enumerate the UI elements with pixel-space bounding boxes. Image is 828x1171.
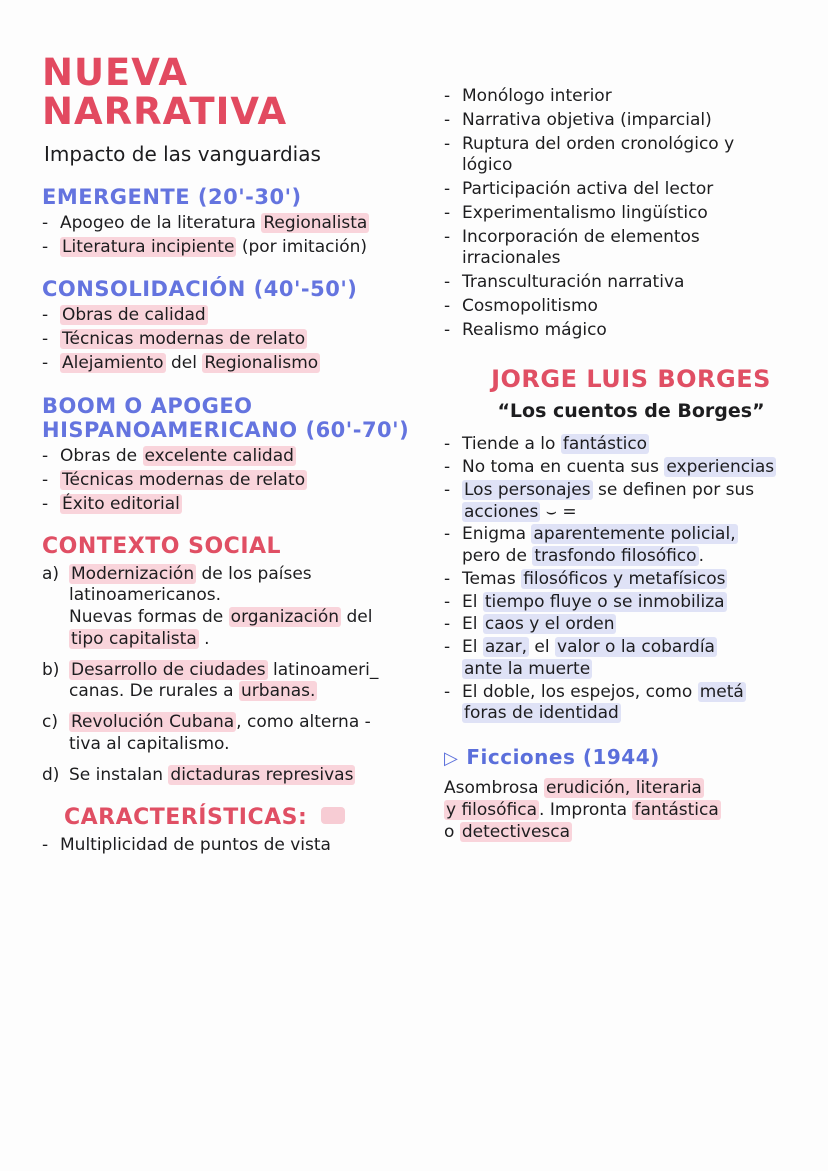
bullet-mark: - — [444, 524, 451, 545]
text-run: pero de — [462, 546, 533, 566]
highlight-pink: organización — [230, 607, 340, 628]
note-line — [42, 353, 440, 375]
text-run: o — [444, 822, 460, 843]
triangle-right-icon: ▷ — [444, 748, 459, 769]
bullet-mark: b) — [42, 659, 60, 680]
text-run: de los países — [196, 563, 312, 584]
highlight-blue: ante la muerte — [464, 658, 591, 679]
note-line — [444, 614, 818, 636]
bullet-mark: - — [444, 109, 451, 130]
line-text — [462, 457, 818, 479]
text-run: Multiplicidad de puntos de vista — [60, 834, 331, 855]
note-line — [444, 434, 818, 456]
highlight-pink: Obras de calidad — [62, 305, 206, 326]
line-text — [69, 765, 440, 787]
line-text — [462, 203, 818, 225]
note-line — [42, 213, 440, 235]
note-line — [444, 86, 818, 108]
highlight-pink: Éxito editorial — [62, 493, 180, 514]
section-heading: EMERGENTE (20'-30') — [42, 184, 302, 209]
line-text — [462, 614, 818, 636]
bullet-mark: - — [444, 591, 451, 612]
highlight-pink: y filosófica — [446, 800, 538, 821]
bullet-mark: c) — [42, 712, 58, 733]
note-line — [444, 227, 818, 271]
note-line — [444, 272, 818, 294]
line-text — [60, 305, 440, 327]
bullet-mark: - — [42, 212, 49, 233]
highlight-pink: Técnicas modernas de relato — [62, 329, 306, 350]
text-run: canas. De rurales a — [69, 681, 240, 702]
section — [42, 394, 440, 516]
text-run: tiva al capitalismo. — [69, 733, 230, 754]
line-text — [60, 470, 440, 492]
note-line — [444, 203, 818, 225]
ficciones-title: Ficciones (1944) — [466, 745, 660, 769]
text-run: Asombrosa — [444, 778, 544, 798]
text-run: Narrativa objetiva (imparcial) — [462, 109, 712, 130]
highlight-blue: fantástico — [562, 434, 648, 455]
section-heading: CARACTERÍSTICAS: — [64, 805, 440, 830]
note-line — [42, 470, 440, 492]
text-run: Nuevas formas de — [69, 607, 229, 628]
text-run: Enigma — [462, 524, 532, 545]
traits-list — [444, 86, 818, 341]
text-run: Obras de — [60, 446, 143, 466]
highlight-blue: foras de identidad — [464, 703, 619, 724]
section — [42, 805, 440, 856]
borges-subtitle: “Los cuentos de Borges” — [497, 400, 765, 423]
section-list — [42, 564, 440, 787]
line-text — [60, 353, 440, 375]
bullet-mark: - — [444, 226, 451, 247]
line-text — [60, 329, 440, 351]
text-run: latinoameri_ — [267, 659, 379, 680]
highlight-pink: Alejamiento — [62, 352, 164, 373]
highlight-blue: azar, — [484, 637, 528, 657]
highlight-pink: Técnicas modernas de relato — [62, 469, 306, 490]
page-subtitle: Impacto de las vanguardias — [44, 141, 321, 166]
line-text — [462, 227, 818, 271]
note-line — [42, 329, 440, 351]
bullet-mark: - — [42, 469, 49, 490]
ficciones-section — [444, 745, 818, 843]
line-text — [69, 712, 440, 756]
highlight-blue: experiencias — [666, 457, 775, 477]
highlight-pink: Revolución Cubana — [71, 712, 235, 733]
highlight-blue: aparentemente policial, — [533, 524, 736, 545]
note-line — [42, 494, 440, 516]
section-heading: BOOM O APOGEO HISPANOAMERICANO (60'-70') — [42, 393, 410, 442]
text-run: se definen por sus — [592, 479, 755, 500]
borges-list — [444, 434, 818, 725]
note-line — [444, 569, 818, 591]
bullet-mark: - — [42, 493, 49, 514]
section — [42, 185, 440, 259]
highlight-blue: valor o la cobardía — [557, 637, 715, 657]
line-text — [60, 494, 440, 516]
highlight-blue: metá — [699, 681, 744, 702]
text-run: del — [341, 607, 373, 628]
text-run: Ruptura del orden cronológico y — [462, 133, 735, 154]
note-line — [444, 134, 818, 178]
note-line — [444, 524, 818, 568]
text-run: irracionales — [462, 248, 561, 269]
highlight-pink: dictaduras represivas — [170, 764, 354, 785]
bullet-mark: - — [42, 446, 49, 466]
highlight-blue: Los personajes — [464, 479, 591, 500]
line-text — [462, 569, 818, 591]
text-run: Incorporación de elementos — [462, 226, 700, 247]
pink-swatch — [321, 807, 345, 824]
text-run: Se instalan — [69, 764, 169, 785]
section-list — [42, 305, 440, 374]
text-run: Tiende a lo — [462, 434, 561, 455]
bullet-mark: - — [42, 236, 49, 257]
bullet-mark: - — [444, 86, 451, 106]
line-text — [462, 434, 818, 456]
highlight-blue: filosóficos y metafísicos — [523, 568, 726, 589]
text-run: del — [165, 352, 203, 373]
bullet-mark: - — [444, 202, 451, 223]
bullet-mark: - — [444, 457, 451, 477]
text-run: No toma en cuenta sus — [462, 457, 665, 477]
bullet-mark: - — [444, 614, 451, 635]
text-run: Transculturación narrativa — [462, 272, 685, 292]
note-line — [42, 237, 440, 259]
note-line — [444, 637, 818, 681]
right-column — [444, 84, 818, 843]
text-run: Participación activa del lector — [462, 179, 714, 199]
text-run: lógico — [462, 155, 513, 176]
ficciones-body — [444, 777, 818, 843]
section — [42, 277, 440, 374]
line-text — [462, 637, 818, 681]
text-run: . — [198, 628, 210, 649]
line-text — [462, 272, 818, 294]
line-text — [60, 237, 440, 259]
section-list — [42, 446, 440, 515]
highlight-pink: Desarrollo de ciudades — [71, 659, 266, 680]
text-run: Temas — [462, 568, 522, 589]
note-line — [42, 835, 440, 857]
bullet-mark: - — [444, 133, 451, 154]
note-line — [444, 320, 818, 342]
line-text — [462, 296, 818, 318]
text-run: el — [529, 637, 556, 657]
bullet-mark: - — [42, 305, 49, 326]
note-line — [42, 305, 440, 327]
section-heading: CONSOLIDACIÓN (40'-50') — [42, 277, 358, 302]
line-text — [462, 480, 818, 524]
highlight-pink: fantástica — [634, 800, 719, 821]
text-run: . Impronta — [539, 800, 633, 821]
highlight-pink: Regionalismo — [204, 352, 319, 373]
bullet-mark: - — [42, 352, 49, 373]
text-run: El — [462, 614, 483, 635]
line-text — [69, 660, 440, 704]
highlight-pink: erudición, literaria — [545, 778, 702, 798]
bullet-mark: - — [444, 637, 451, 657]
bullet-mark: - — [444, 434, 451, 455]
note-line — [444, 457, 818, 479]
line-text — [60, 446, 440, 468]
highlight-pink: Literatura incipiente — [62, 236, 235, 257]
line-text — [69, 564, 440, 651]
bullet-mark: - — [42, 329, 49, 350]
line-text — [462, 134, 818, 178]
text-run: El — [462, 591, 483, 612]
line-text — [462, 110, 818, 132]
text-run: Experimentalismo lingüístico — [462, 202, 708, 223]
note-line — [42, 765, 440, 787]
note-line — [444, 296, 818, 318]
text-run: (por imitación) — [236, 236, 368, 257]
note-line — [42, 446, 440, 468]
text-run: Apogeo de la literatura — [60, 212, 262, 233]
line-text — [462, 320, 818, 342]
bullet-mark: d) — [42, 764, 60, 785]
line-text — [60, 835, 440, 857]
ficciones-heading — [444, 745, 818, 769]
note-line — [42, 712, 440, 756]
line-text — [462, 524, 818, 568]
note-line — [444, 179, 818, 201]
highlight-pink: Regionalista — [263, 212, 368, 233]
bullet-mark: - — [444, 319, 451, 340]
highlight-pink: Modernización — [71, 563, 195, 584]
text-run: Monólogo interior — [462, 86, 612, 106]
text-run: . — [698, 546, 704, 566]
borges-heading: JORGE LUIS BORGES — [491, 365, 771, 394]
note-line — [42, 564, 440, 651]
text-run: El — [462, 637, 483, 657]
section — [42, 534, 440, 786]
bullet-mark: - — [444, 295, 451, 316]
highlight-blue: caos y el orden — [484, 614, 615, 635]
bullet-mark: a) — [42, 563, 60, 584]
line-text — [462, 86, 818, 108]
line-text — [462, 179, 818, 201]
section-list — [42, 213, 440, 259]
bullet-mark: - — [444, 681, 451, 702]
highlight-blue: tiempo fluye o se inmobiliza — [484, 591, 725, 612]
note-line — [444, 480, 818, 524]
note-line — [444, 110, 818, 132]
highlight-pink: tipo capitalista — [71, 628, 197, 649]
left-sections — [42, 185, 440, 857]
line-text — [60, 213, 440, 235]
line-text — [462, 592, 818, 614]
bullet-mark: - — [444, 568, 451, 589]
highlight-pink: excelente calidad — [144, 446, 294, 466]
bullet-mark: - — [444, 179, 451, 199]
left-column — [42, 51, 440, 858]
note-line — [42, 660, 440, 704]
line-text — [462, 682, 818, 726]
bullet-mark: - — [444, 479, 451, 500]
bullet-mark: - — [444, 272, 451, 292]
highlight-pink: urbanas. — [241, 681, 316, 702]
note-line — [444, 592, 818, 614]
section-heading: CONTEXTO SOCIAL — [42, 534, 282, 560]
highlight-blue: trasfondo filosófico — [534, 546, 697, 566]
note-line — [444, 682, 818, 726]
text-run: ⌣ = — [540, 501, 577, 522]
page-title: NUEVA NARRATIVA — [42, 51, 288, 133]
text-run: El doble, los espejos, como — [462, 681, 698, 702]
text-run: latinoamericanos. — [69, 585, 222, 606]
text-run: Realismo mágico — [462, 319, 607, 340]
text-run: , como alterna - — [236, 712, 371, 733]
bullet-mark: - — [42, 834, 49, 855]
highlight-pink: detectivesca — [461, 822, 571, 843]
highlight-blue: acciones — [464, 501, 539, 522]
section-list — [42, 835, 440, 857]
text-run: Cosmopolitismo — [462, 295, 598, 316]
